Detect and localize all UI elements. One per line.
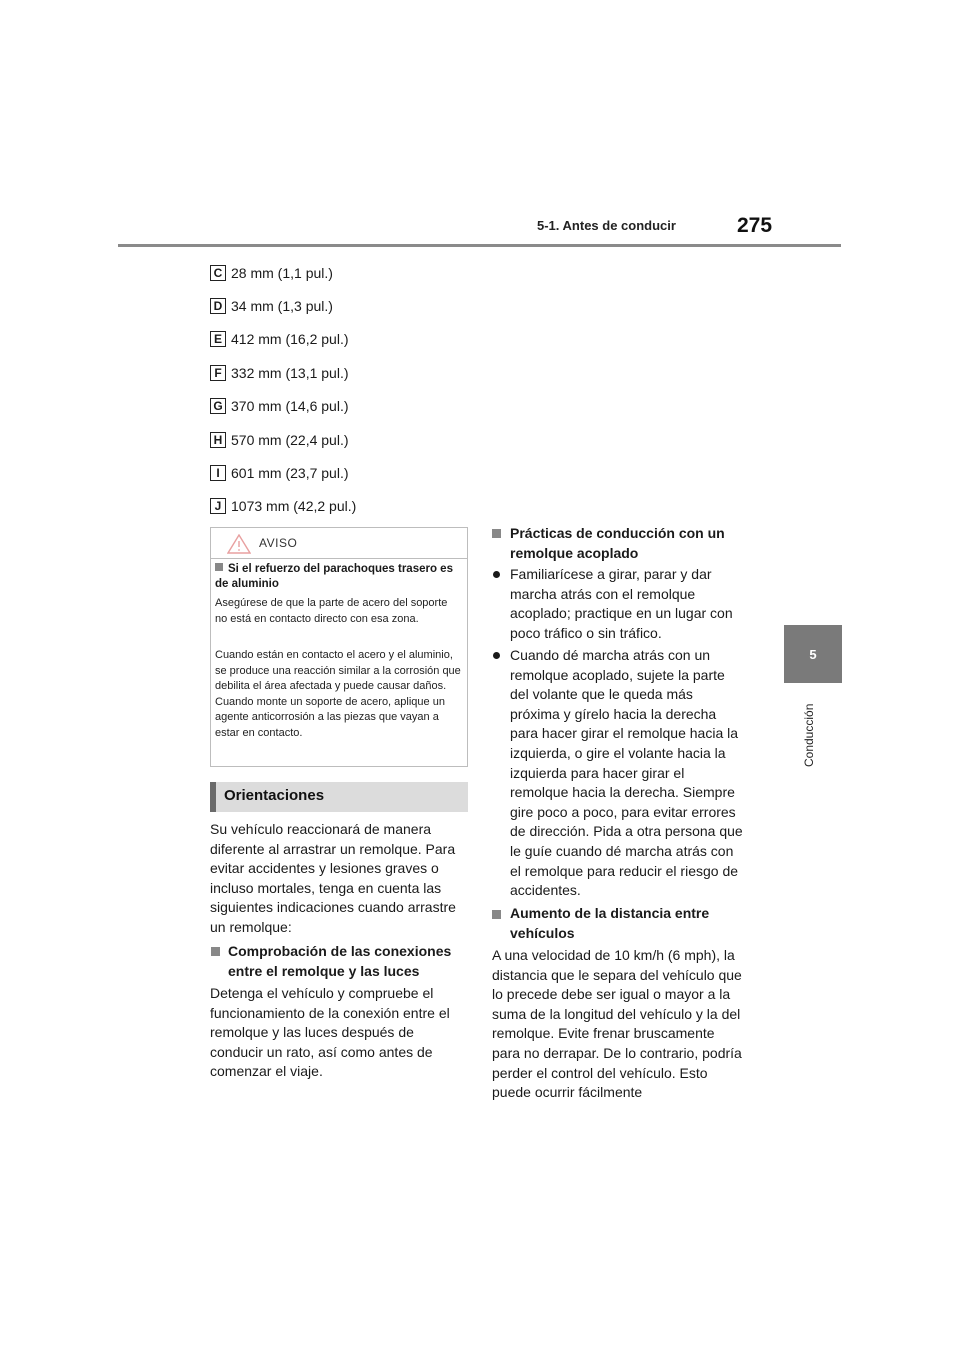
intro-paragraph: Su vehículo reaccionará de manera diferente al arrastrar un remolque. Para evitar accidentes y lesiones graves o incluso mortales, tenga en cuenta las siguientes indicaciones cuando arrastre un remolque: [210,821,456,935]
section-title: 5-1. Antes de conducir [537,218,676,233]
bullet-dot-icon [493,571,500,578]
dimension-item [210,390,510,423]
dimension-item [210,323,510,356]
letter-badge: F [210,365,226,381]
bullet-paragraph: Familiarícese a girar, parar y dar marcha atrás con el remolque acoplado; practique en un lugar con poco tráfico o sin tráfico. [510,566,733,641]
square-bullet-icon [211,947,220,956]
warning-title: AVISO [259,536,298,550]
chapter-name: Conducción [802,703,816,767]
dimension-value: 332 mm (13,1 pul.) [231,364,349,381]
dimension-value: 570 mm (22,4 pul.) [231,431,349,448]
warning-box [210,527,468,767]
warning-paragraph: Cuando están en contacto el acero y el aluminio, se produce una reacción similar a la corrosión que debilita el área afectada y puede causar daños. Cuando monte un soporte de acero, aplique un agente anticorrosión a las piezas que vayan a estar en contacto. [215,649,461,739]
dimension-value: 601 mm (23,7 pul.) [231,465,349,482]
subheading: Aumento de la distancia entre vehículos [510,905,710,941]
dimension-list [210,256,510,523]
chapter-tab: 5 [784,625,842,683]
dimension-value: 34 mm (1,3 pul.) [231,298,333,315]
body-paragraph: A una velocidad de 10 km/h (6 mph), la distancia que le separa del vehículo que lo precede debe ser igual o mayor a la suma de la longitud del vehículo y la del remolque. Evite frenar bruscamente para no derrapar. De lo contrario, podría perder el control del vehículo. Esto puede ocurrir fácilmente [492,947,742,1101]
letter-badge: D [210,298,226,314]
dimension-item [210,456,510,489]
subheading: Comprobación de las conexiones entre el remolque y las luces [228,943,452,979]
section-heading-text: Orientaciones [224,787,325,804]
letter-badge: G [210,398,226,414]
subheading: Prácticas de conducción con un remolque acoplado [510,525,725,561]
dimension-value: 28 mm (1,1 pul.) [231,264,333,281]
warning-subtitle: Si el refuerzo del parachoques trasero es de aluminio [215,563,453,590]
page-number: 275 [737,214,773,237]
body-paragraph: Detenga el vehículo y compruebe el funcionamiento de la conexión entre el remolque y las luces después de conducir un rato, así como antes de comenzar el viaje. [210,985,450,1080]
letter-badge: H [210,432,226,448]
warning-paragraph: Asegúrese de que la parte de acero del soporte no está en contacto directo con esa zona. [215,597,448,625]
warning-triangle-icon [227,534,251,554]
dimension-item [210,256,510,289]
letter-badge: E [210,331,226,347]
dimension-item [210,490,510,523]
dimension-item [210,356,510,389]
chapter-label [780,693,846,773]
square-bullet-icon [492,529,501,538]
section-heading [210,782,468,812]
square-bullet-icon [215,563,223,571]
bullet-paragraph: Cuando dé marcha atrás con un remolque acoplado, sujete la parte del volante que le queda más próxima y gírelo hacia la derecha para hacer girar el remolque hacia la izquierda, o gire el volante hacia la izquierda para hacer girar el remolque hacia la derecha. Siempre gire poco a poco, para evitar errores de dirección. Pida a otra persona que le guíe cuando dé marcha atrás con el remolque para reducir el riesgo de accidentes. [510,647,743,899]
warning-header [211,528,467,559]
dimension-value: 412 mm (16,2 pul.) [231,331,349,348]
header-divider [118,244,841,247]
bullet-dot-icon [493,652,500,659]
dimension-item [210,289,510,322]
letter-badge: I [210,465,226,481]
dimension-value: 1073 mm (42,2 pul.) [231,498,357,515]
letter-badge: C [210,265,226,281]
dimension-item [210,423,510,456]
letter-badge: J [210,498,226,514]
square-bullet-icon [492,910,501,919]
dimension-value: 370 mm (14,6 pul.) [231,398,349,415]
